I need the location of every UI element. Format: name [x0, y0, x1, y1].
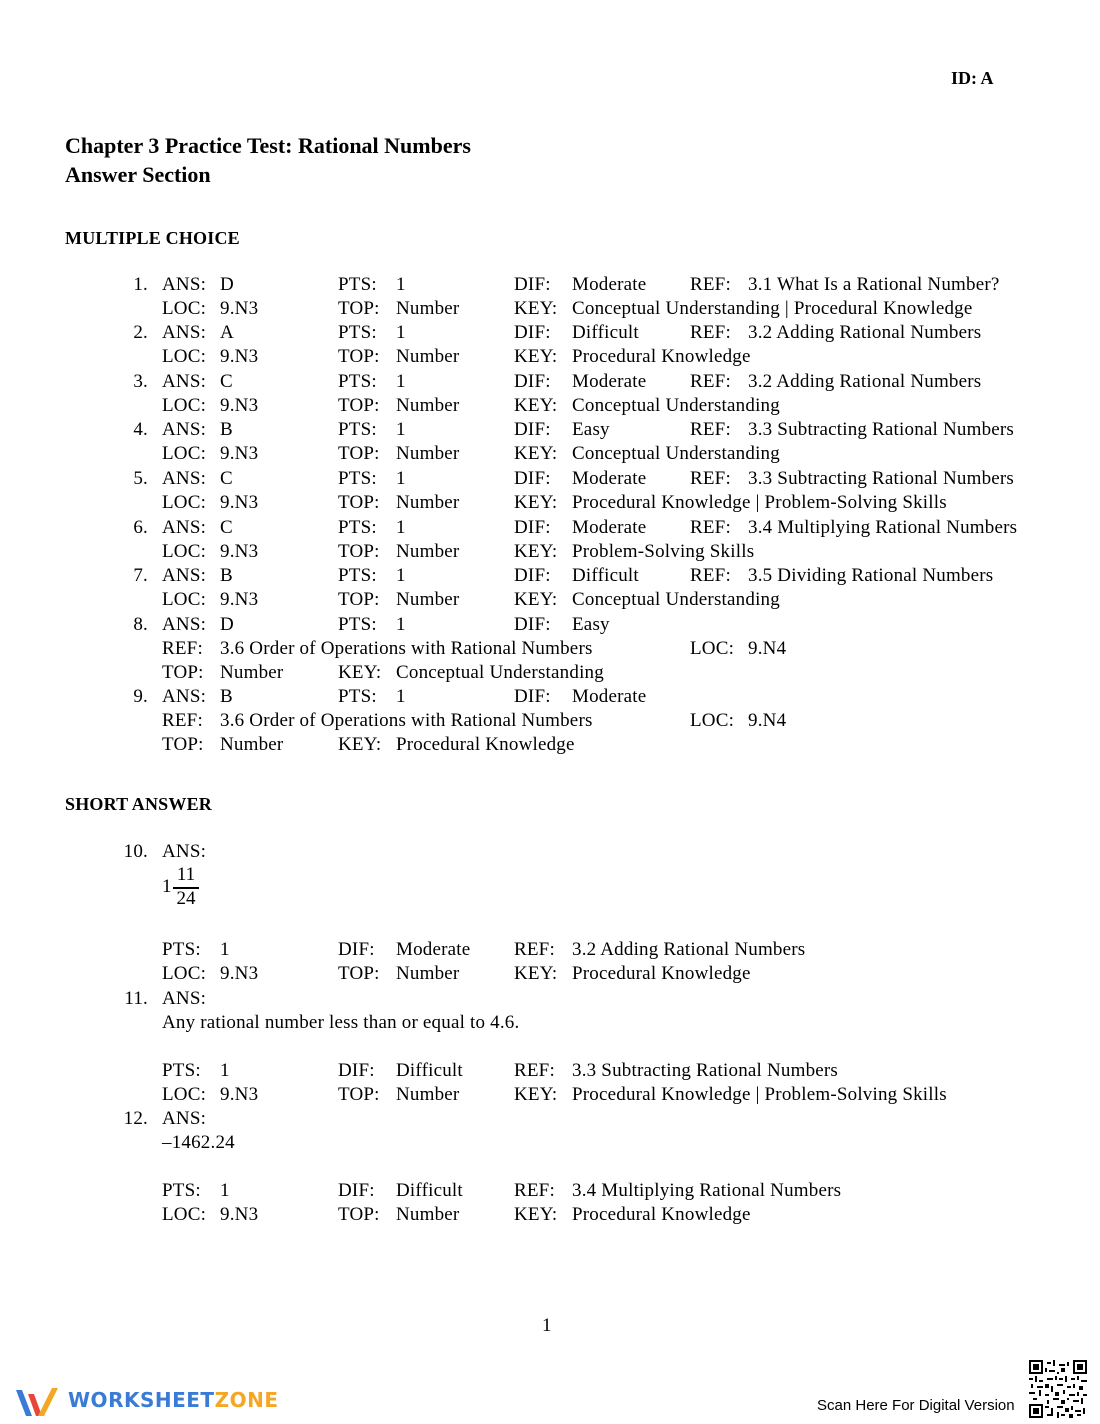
topic-value: Number: [396, 443, 460, 464]
ref-label: REF:: [514, 1060, 555, 1081]
difficulty-value: Difficult: [396, 1060, 463, 1081]
key-label: KEY:: [514, 963, 558, 984]
ans-label: ANS:: [162, 419, 207, 440]
key-label: KEY:: [514, 395, 558, 416]
dif-label: DIF:: [514, 565, 551, 586]
document-id: ID: A: [951, 68, 994, 88]
topic-value: Number: [220, 662, 284, 683]
ans-label: ANS:: [162, 841, 207, 862]
dif-label: DIF:: [514, 614, 551, 635]
difficulty-value: Moderate: [572, 517, 647, 538]
ref-label: REF:: [690, 565, 731, 586]
brand-part-2: ZONE: [214, 1388, 279, 1412]
top-label: TOP:: [338, 346, 380, 367]
topic-value: Number: [396, 589, 460, 610]
ref-label: REF:: [690, 322, 731, 343]
points-value: 1: [396, 371, 406, 392]
dif-label: DIF:: [514, 419, 551, 440]
pts-label: PTS:: [338, 274, 377, 295]
key-label: KEY:: [514, 492, 558, 513]
dif-label: DIF:: [514, 274, 551, 295]
ref-label: REF:: [690, 419, 731, 440]
top-label: TOP:: [162, 662, 204, 683]
dif-label: DIF:: [338, 1180, 375, 1201]
key-value: Conceptual Understanding: [572, 589, 780, 610]
fraction-denominator: 24: [176, 888, 196, 909]
reference-value: 3.3 Subtracting Rational Numbers: [748, 419, 1015, 440]
dif-label: DIF:: [338, 1060, 375, 1081]
pts-label: PTS:: [338, 371, 377, 392]
loc-label: LOC:: [162, 346, 207, 367]
loc-label: LOC:: [162, 1084, 207, 1105]
answer-value: B: [220, 419, 233, 440]
ref-label: REF:: [514, 1180, 555, 1201]
ref-label: REF:: [162, 710, 203, 731]
key-value: Procedural Knowledge: [396, 734, 575, 755]
points-value: 1: [396, 468, 406, 489]
ans-label: ANS:: [162, 1108, 207, 1129]
location-value: 9.N3: [220, 1204, 259, 1225]
answer-value: C: [220, 468, 233, 489]
key-value: Conceptual Understanding: [572, 395, 780, 416]
points-value: 1: [396, 517, 406, 538]
points-value: 1: [220, 939, 230, 960]
question-number: 11.: [124, 988, 148, 1009]
key-value: Conceptual Understanding | Procedural Knowledge: [572, 298, 973, 319]
key-label: KEY:: [338, 662, 382, 683]
question-number: 3.: [133, 371, 148, 392]
difficulty-value: Difficult: [572, 322, 639, 343]
loc-label: LOC:: [162, 492, 207, 513]
question-number: 9.: [133, 686, 148, 707]
loc-label: LOC:: [162, 1204, 207, 1225]
top-label: TOP:: [338, 541, 380, 562]
points-value: 1: [220, 1060, 230, 1081]
location-value: 9.N3: [220, 346, 259, 367]
location-value: 9.N3: [220, 963, 259, 984]
difficulty-value: Moderate: [572, 686, 647, 707]
location-value: 9.N3: [220, 589, 259, 610]
difficulty-value: Easy: [572, 419, 610, 440]
key-value: Problem-Solving Skills: [572, 541, 755, 562]
answer-text: –1462.24: [162, 1132, 235, 1153]
fraction-whole: 1: [162, 876, 172, 897]
key-value: Procedural Knowledge: [572, 346, 751, 367]
dif-label: DIF:: [338, 939, 375, 960]
loc-label: LOC:: [690, 638, 735, 659]
difficulty-value: Moderate: [572, 274, 647, 295]
topic-value: Number: [396, 492, 460, 513]
ref-label: REF:: [690, 517, 731, 538]
ans-label: ANS:: [162, 517, 207, 538]
key-value: Conceptual Understanding: [396, 662, 604, 683]
loc-label: LOC:: [162, 963, 207, 984]
loc-label: LOC:: [690, 710, 735, 731]
question-number: 1.: [133, 274, 148, 295]
answer-value: B: [220, 565, 233, 586]
location-value: 9.N3: [220, 1084, 259, 1105]
question-number: 6.: [133, 517, 148, 538]
brand-name: [68, 1388, 278, 1412]
worksheetzone-logo-icon: [14, 1384, 66, 1420]
key-label: KEY:: [514, 443, 558, 464]
top-label: TOP:: [338, 589, 380, 610]
loc-label: LOC:: [162, 589, 207, 610]
answer-value: C: [220, 517, 233, 538]
top-label: TOP:: [162, 734, 204, 755]
location-value: 9.N4: [748, 710, 787, 731]
location-value: 9.N3: [220, 443, 259, 464]
key-value: Procedural Knowledge: [572, 963, 751, 984]
ref-label: REF:: [690, 274, 731, 295]
ans-label: ANS:: [162, 565, 207, 586]
reference-value: 3.6 Order of Operations with Rational Numbers: [220, 710, 593, 731]
key-value: Procedural Knowledge: [572, 1204, 751, 1225]
question-number: 10.: [123, 841, 148, 862]
dif-label: DIF:: [514, 371, 551, 392]
topic-value: Number: [396, 346, 460, 367]
location-value: 9.N3: [220, 492, 259, 513]
location-value: 9.N3: [220, 298, 259, 319]
dif-label: DIF:: [514, 686, 551, 707]
top-label: TOP:: [338, 1204, 380, 1225]
points-value: 1: [396, 565, 406, 586]
pts-label: PTS:: [338, 686, 377, 707]
reference-value: 3.1 What Is a Rational Number?: [748, 274, 1000, 295]
dif-label: DIF:: [514, 468, 551, 489]
top-label: TOP:: [338, 1084, 380, 1105]
key-label: KEY:: [514, 346, 558, 367]
reference-value: 3.6 Order of Operations with Rational Numbers: [220, 638, 593, 659]
answer-value: C: [220, 371, 233, 392]
question-number: 8.: [133, 614, 148, 635]
pts-label: PTS:: [162, 1180, 201, 1201]
top-label: TOP:: [338, 492, 380, 513]
top-label: TOP:: [338, 443, 380, 464]
ans-label: ANS:: [162, 686, 207, 707]
ref-label: REF:: [162, 638, 203, 659]
document-title: [65, 131, 471, 189]
question-number: 4.: [133, 419, 148, 440]
section-heading-short-answer: SHORT ANSWER: [65, 794, 212, 814]
pts-label: PTS:: [338, 419, 377, 440]
points-value: 1: [396, 274, 406, 295]
key-label: KEY:: [338, 734, 382, 755]
points-value: 1: [220, 1180, 230, 1201]
title-line-1: Chapter 3 Practice Test: Rational Numbers: [65, 133, 471, 158]
topic-value: Number: [396, 1084, 460, 1105]
difficulty-value: Moderate: [396, 939, 471, 960]
points-value: 1: [396, 614, 406, 635]
question-number: 5.: [133, 468, 148, 489]
ref-label: REF:: [690, 468, 731, 489]
difficulty-value: Difficult: [396, 1180, 463, 1201]
topic-value: Number: [396, 963, 460, 984]
qr-code-icon[interactable]: [1029, 1360, 1087, 1418]
loc-label: LOC:: [162, 541, 207, 562]
answer-value: B: [220, 686, 233, 707]
key-label: KEY:: [514, 1084, 558, 1105]
section-heading-multiple-choice: MULTIPLE CHOICE: [65, 228, 240, 248]
ref-label: REF:: [690, 371, 731, 392]
key-value: Procedural Knowledge | Problem-Solving Skills: [572, 1084, 947, 1105]
question-number: 2.: [133, 322, 148, 343]
loc-label: LOC:: [162, 443, 207, 464]
location-value: 9.N4: [748, 638, 787, 659]
dif-label: DIF:: [514, 322, 551, 343]
key-value: Procedural Knowledge | Problem-Solving Skills: [572, 492, 947, 513]
topic-value: Number: [396, 541, 460, 562]
reference-value: 3.2 Adding Rational Numbers: [748, 322, 982, 343]
answer-value: D: [220, 614, 234, 635]
page-number: 1: [542, 1315, 552, 1336]
top-label: TOP:: [338, 298, 380, 319]
scan-caption: Scan Here For Digital Version: [817, 1397, 1015, 1414]
dif-label: DIF:: [514, 517, 551, 538]
ans-label: ANS:: [162, 614, 207, 635]
pts-label: PTS:: [338, 322, 377, 343]
ans-label: ANS:: [162, 274, 207, 295]
key-label: KEY:: [514, 541, 558, 562]
key-label: KEY:: [514, 589, 558, 610]
question-number: 12.: [123, 1108, 148, 1129]
topic-value: Number: [220, 734, 284, 755]
pts-label: PTS:: [338, 565, 377, 586]
reference-value: 3.2 Adding Rational Numbers: [748, 371, 982, 392]
loc-label: LOC:: [162, 395, 207, 416]
location-value: 9.N3: [220, 395, 259, 416]
key-label: KEY:: [514, 298, 558, 319]
difficulty-value: Difficult: [572, 565, 639, 586]
ans-label: ANS:: [162, 322, 207, 343]
loc-label: LOC:: [162, 298, 207, 319]
location-value: 9.N3: [220, 541, 259, 562]
top-label: TOP:: [338, 963, 380, 984]
reference-value: 3.4 Multiplying Rational Numbers: [748, 517, 1018, 538]
difficulty-value: Easy: [572, 614, 610, 635]
key-label: KEY:: [514, 1204, 558, 1225]
reference-value: 3.5 Dividing Rational Numbers: [748, 565, 994, 586]
answer-text: Any rational number less than or equal to 4.6.: [162, 1012, 520, 1033]
topic-value: Number: [396, 298, 460, 319]
points-value: 1: [396, 419, 406, 440]
difficulty-value: Moderate: [572, 468, 647, 489]
topic-value: Number: [396, 395, 460, 416]
pts-label: PTS:: [338, 614, 377, 635]
ans-label: ANS:: [162, 468, 207, 489]
pts-label: PTS:: [338, 517, 377, 538]
reference-value: 3.2 Adding Rational Numbers: [572, 939, 806, 960]
pts-label: PTS:: [162, 1060, 201, 1081]
pts-label: PTS:: [338, 468, 377, 489]
fraction-numerator: 11: [176, 864, 196, 885]
reference-value: 3.4 Multiplying Rational Numbers: [572, 1180, 842, 1201]
ans-label: ANS:: [162, 371, 207, 392]
brand-part-1: WORKSHEET: [68, 1388, 215, 1412]
key-value: Conceptual Understanding: [572, 443, 780, 464]
reference-value: 3.3 Subtracting Rational Numbers: [748, 468, 1015, 489]
top-label: TOP:: [338, 395, 380, 416]
pts-label: PTS:: [162, 939, 201, 960]
question-number: 7.: [133, 565, 148, 586]
ans-label: ANS:: [162, 988, 207, 1009]
points-value: 1: [396, 686, 406, 707]
ref-label: REF:: [514, 939, 555, 960]
topic-value: Number: [396, 1204, 460, 1225]
points-value: 1: [396, 322, 406, 343]
title-line-2: Answer Section: [65, 162, 211, 187]
answer-value: D: [220, 274, 234, 295]
difficulty-value: Moderate: [572, 371, 647, 392]
reference-value: 3.3 Subtracting Rational Numbers: [572, 1060, 839, 1081]
answer-value: A: [220, 322, 234, 343]
